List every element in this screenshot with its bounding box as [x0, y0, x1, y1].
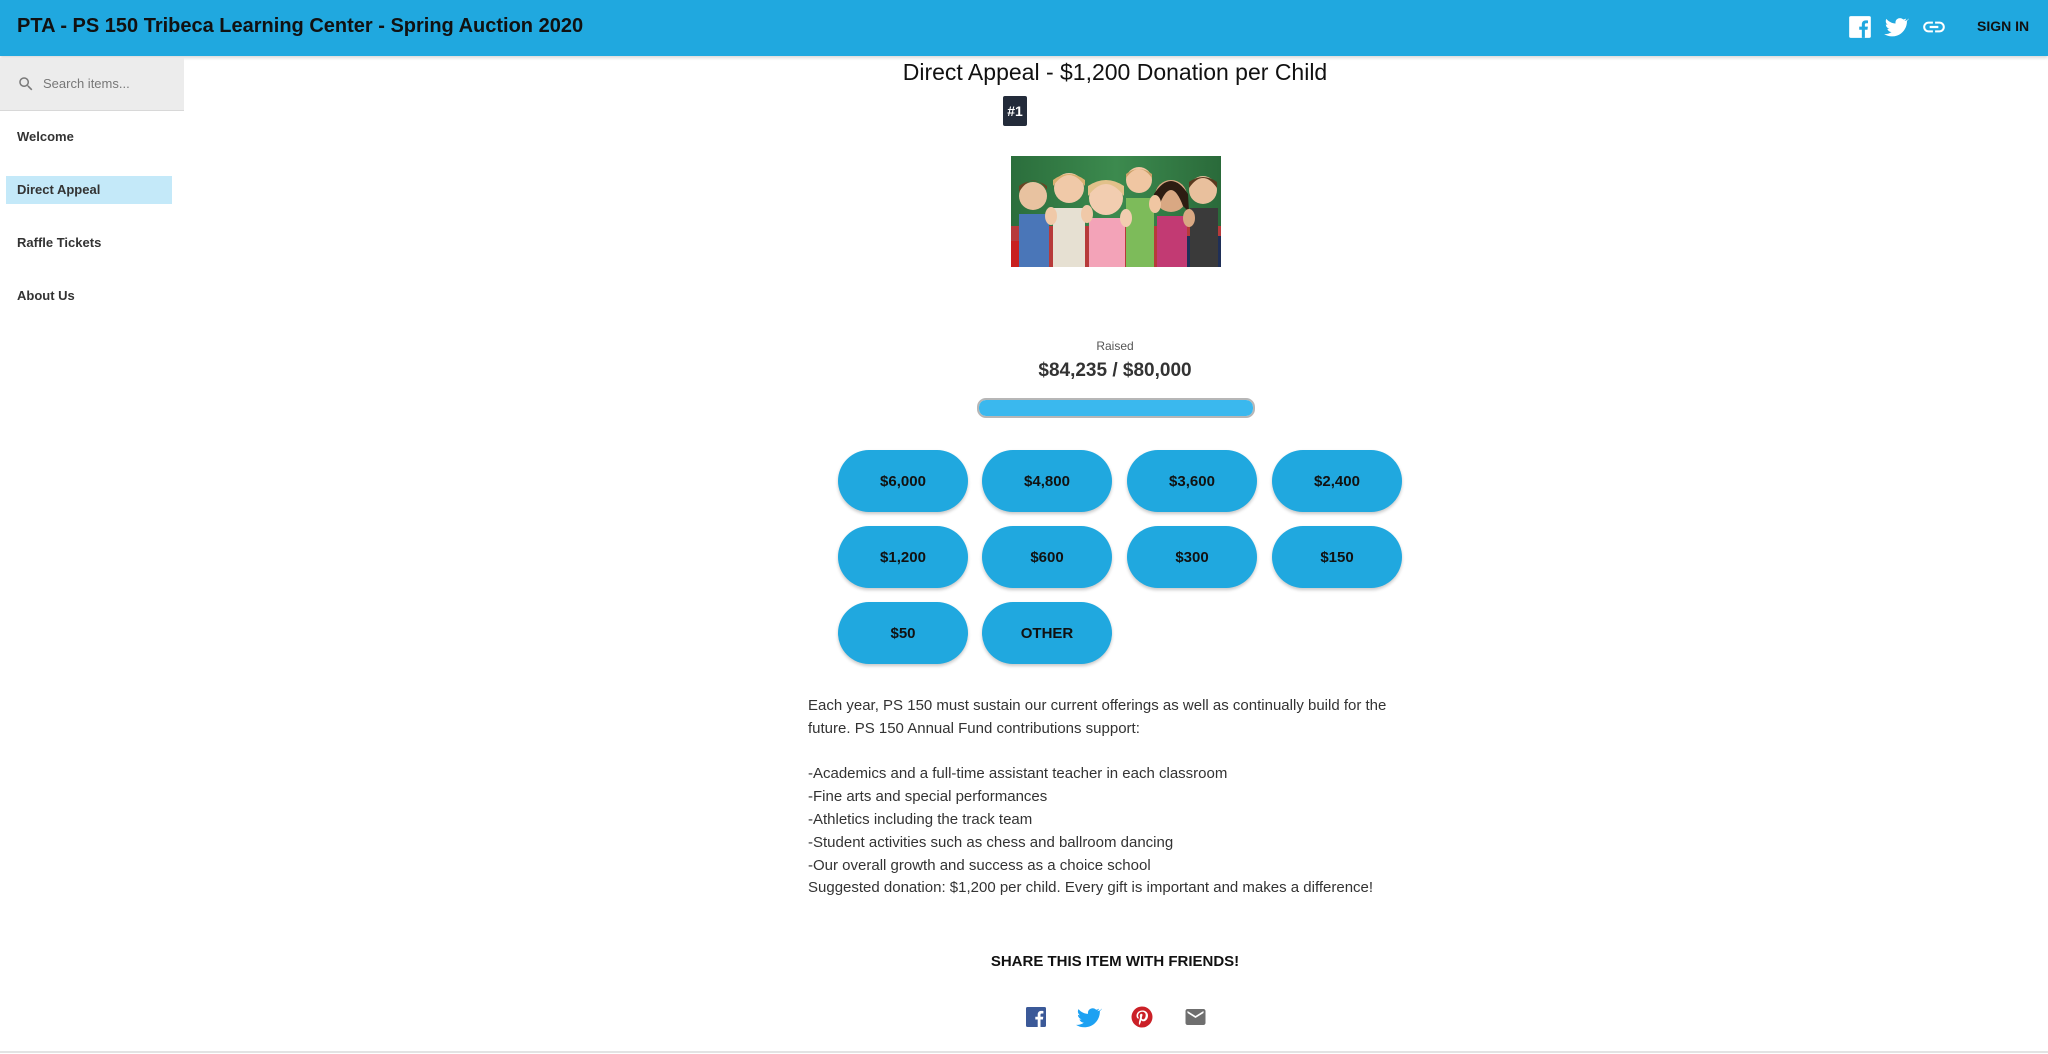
donate-amount-button[interactable]: $3,600 [1127, 450, 1257, 512]
donate-other-button[interactable]: OTHER [982, 602, 1112, 664]
facebook-icon[interactable] [1847, 14, 1873, 40]
sidebar-item-welcome[interactable]: Welcome [17, 129, 74, 144]
donate-amount-button[interactable]: $1,200 [838, 526, 968, 588]
page-bottom-divider [0, 1051, 2048, 1053]
donate-amount-button[interactable]: $4,800 [982, 450, 1112, 512]
sidebar-item-about-us[interactable]: About Us [17, 288, 75, 303]
sidebar [0, 58, 184, 1054]
site-title[interactable]: PTA - PS 150 Tribeca Learning Center - Spring Auction 2020 [17, 15, 584, 37]
description-line: -Academics and a full-time assistant teacher in each classroom [808, 765, 1228, 783]
description-intro: Each year, PS 150 must sustain our current offerings as well as continually build for the future. PS 150 Annual Fund contributions support: [808, 697, 1387, 737]
description-line: -Student activities such as chess and ballroom dancing [808, 833, 1174, 851]
sidebar-item-direct-appeal[interactable]: Direct Appeal [6, 176, 172, 204]
description-line: -Fine arts and special performances [808, 788, 1048, 806]
share-title: SHARE THIS ITEM WITH FRIENDS! [990, 953, 1240, 970]
search-icon [17, 75, 35, 93]
item-number-badge: #1 [1003, 96, 1027, 126]
description-spacer [808, 741, 1408, 764]
email-icon[interactable] [1182, 1005, 1209, 1029]
donate-amount-button[interactable]: $2,400 [1272, 450, 1402, 512]
link-icon[interactable] [1920, 14, 1948, 40]
raised-label: Raised [1096, 339, 1134, 353]
search-box [0, 58, 184, 111]
donate-amount-button[interactable]: $300 [1127, 526, 1257, 588]
pinterest-icon[interactable] [1130, 1005, 1154, 1029]
funding-progress-bar [977, 398, 1255, 418]
description-line: -Athletics including the track team [808, 810, 1033, 828]
top-bar [0, 0, 2048, 56]
donate-amount-button[interactable]: $50 [838, 602, 968, 664]
donate-amount-button[interactable]: $6,000 [838, 450, 968, 512]
funding-progress-fill [979, 400, 1253, 416]
description-line: -Our overall growth and success as a choice school [808, 856, 1151, 874]
donate-amount-button[interactable]: $600 [982, 526, 1112, 588]
item-description [808, 695, 1408, 900]
twitter-icon[interactable] [1883, 14, 1909, 40]
facebook-icon[interactable] [1024, 1005, 1048, 1029]
sidebar-item-raffle-tickets[interactable]: Raffle Tickets [17, 235, 102, 250]
item-title: Direct Appeal - $1,200 Donation per Child [902, 59, 1328, 85]
search-input[interactable] [43, 72, 173, 94]
raised-amount: $84,235 / $80,000 [1038, 360, 1192, 381]
sign-in-button[interactable]: SIGN IN [1977, 18, 2030, 34]
donate-amount-button[interactable]: $150 [1272, 526, 1402, 588]
twitter-icon[interactable] [1075, 1004, 1102, 1031]
item-photo[interactable] [1011, 156, 1221, 267]
description-line: Suggested donation: $1,200 per child. Every gift is important and makes a difference! [808, 879, 1374, 897]
